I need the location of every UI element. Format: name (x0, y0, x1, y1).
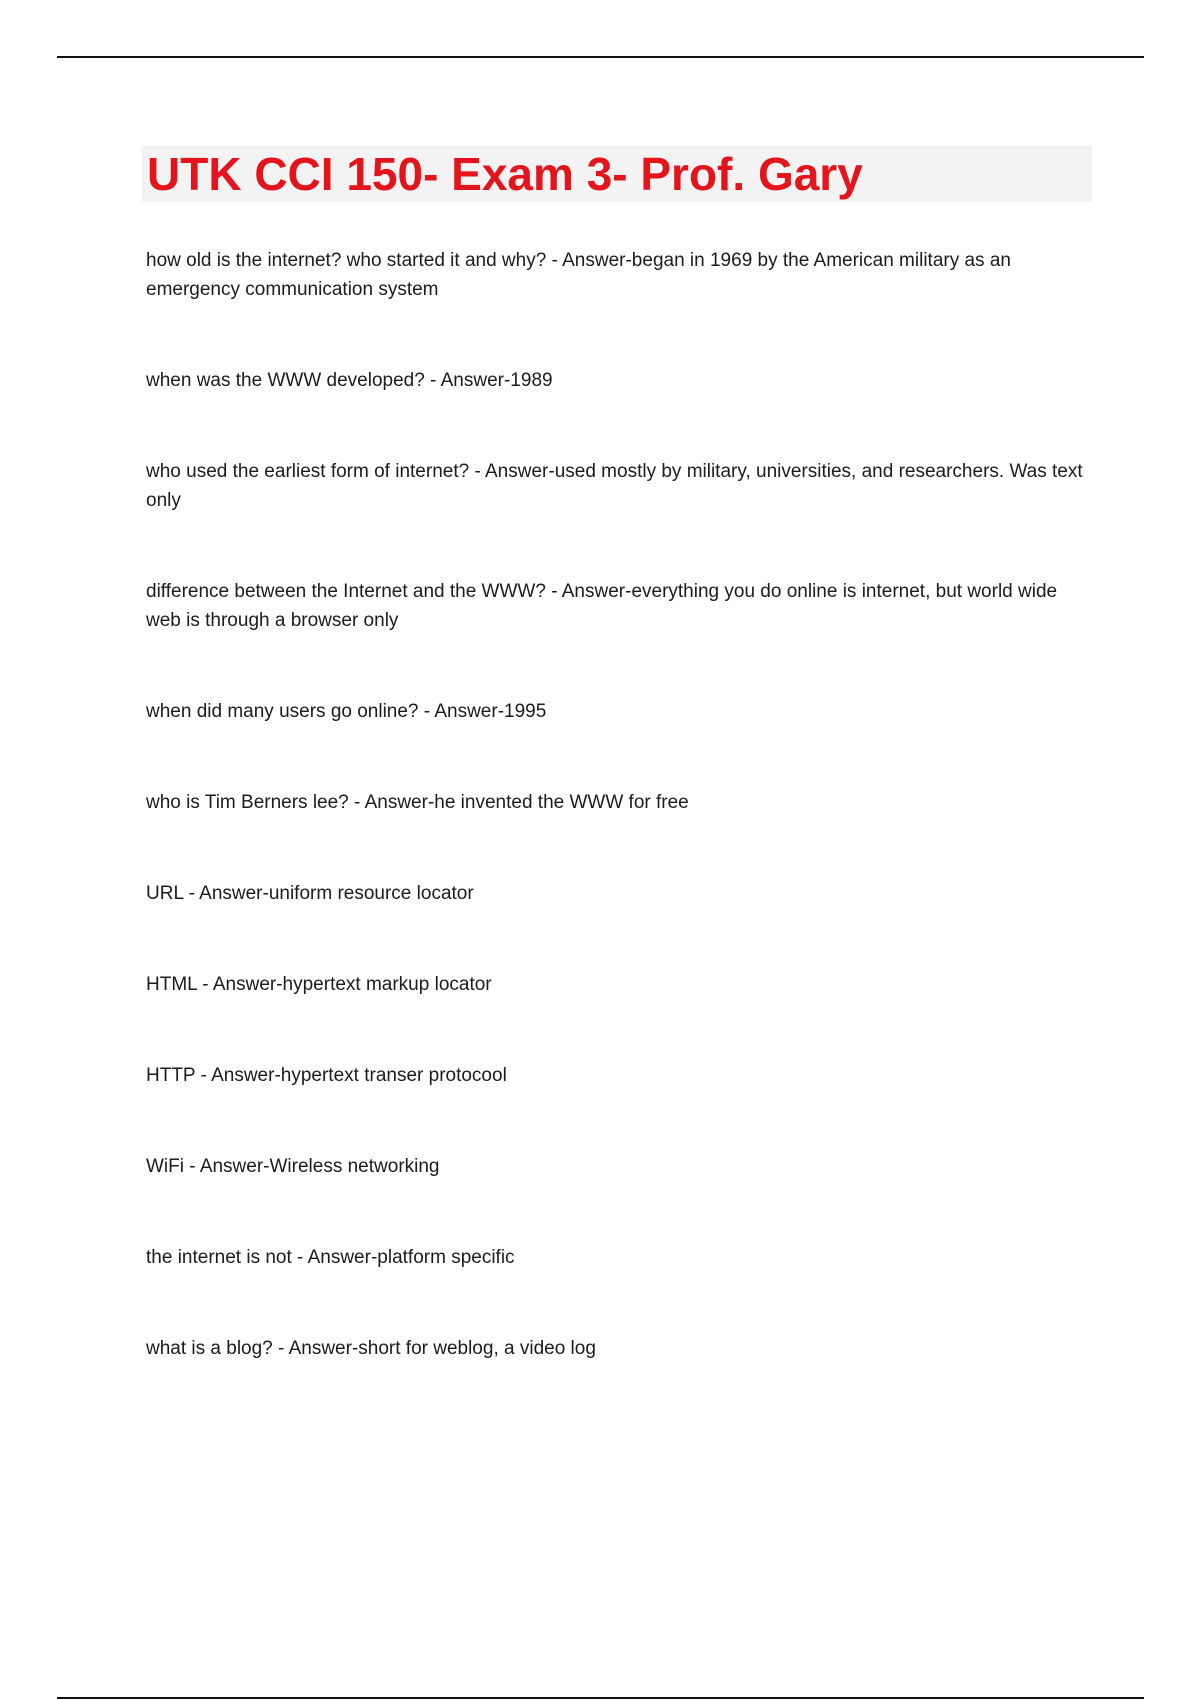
qa-item: when was the WWW developed? - Answer-1989 (146, 370, 553, 391)
qa-item: when did many users go online? - Answer-1995 (146, 701, 547, 722)
qa-item: who is Tim Berners lee? - Answer-he invented the WWW for free (146, 792, 689, 813)
qa-item: WiFi - Answer-Wireless networking (146, 1156, 440, 1177)
qa-item: the internet is not - Answer-platform specific (146, 1247, 515, 1268)
qa-item: HTTP - Answer-hypertext transer protocool (146, 1065, 507, 1086)
qa-item: difference between the Internet and the WWW? - Answer-everything you do online is internet, but world wide web is through a browser only (146, 581, 1058, 631)
footer-rule (57, 1697, 1144, 1699)
qa-item: HTML - Answer-hypertext markup locator (146, 974, 492, 995)
qa-item: URL - Answer-uniform resource locator (146, 883, 474, 904)
qa-item: who used the earliest form of internet? - Answer-used mostly by military, universities, and researchers. Was text only (146, 461, 1083, 511)
page-title: UTK CCI 150- Exam 3- Prof. Gary (147, 148, 863, 200)
header-rule (57, 56, 1144, 58)
qa-list (146, 246, 1091, 1425)
qa-item: how old is the internet? who started it and why? - Answer-began in 1969 by the American military as an emergency communication system (146, 250, 1011, 300)
qa-item: what is a blog? - Answer-short for weblog, a video log (146, 1338, 596, 1359)
